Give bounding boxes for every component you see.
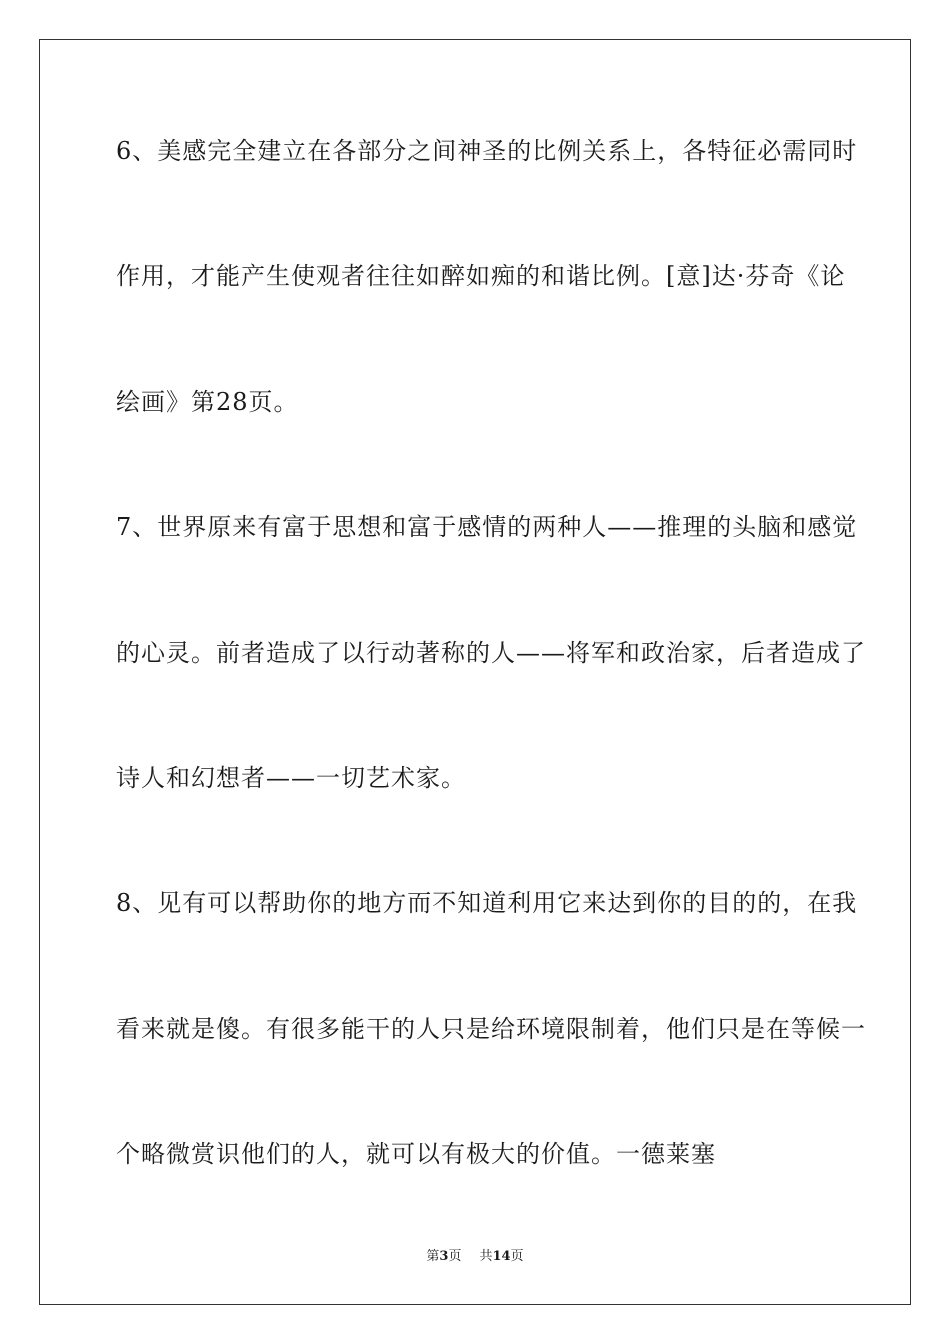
text-line: 的心灵。前者造成了以行动著称的人——将军和政治家，后者造成了: [116, 638, 866, 667]
text-line: 6、美感完全建立在各部分之间神圣的比例关系上，各特征必需同时: [116, 137, 858, 165]
paragraph-7: [116, 496, 866, 809]
text-line: 个略微赏识他们的人，就可以有极大的价值。一德莱塞: [116, 1140, 716, 1168]
document-body: [116, 120, 866, 1186]
text-line: 7、世界原来有富于思想和富于感情的两种人——推理的头脑和感觉: [116, 513, 858, 542]
text-line: 绘画》第28页。: [116, 387, 299, 416]
text-line: 看来就是傻。有很多能干的人只是给环境限制着，他们只是在等候一: [116, 1014, 866, 1043]
total-page-count: 14: [492, 1249, 511, 1264]
current-page-number: 3: [439, 1249, 449, 1264]
paragraph-6: [116, 120, 858, 433]
total-pages-indicator: 共14页: [479, 1249, 524, 1264]
page-footer: [0, 1248, 950, 1266]
page-indicator: 第3页: [426, 1249, 462, 1264]
paragraph-8: [116, 872, 866, 1185]
text-line: 作用，才能产生使观者往往如醉如痴的和谐比例。[意]达·芬奇《论: [116, 262, 846, 291]
text-line: 诗人和幻想者——一切艺术家。: [116, 763, 466, 792]
text-line: 8、见有可以帮助你的地方而不知道利用它来达到你的目的的，在我: [116, 889, 858, 918]
